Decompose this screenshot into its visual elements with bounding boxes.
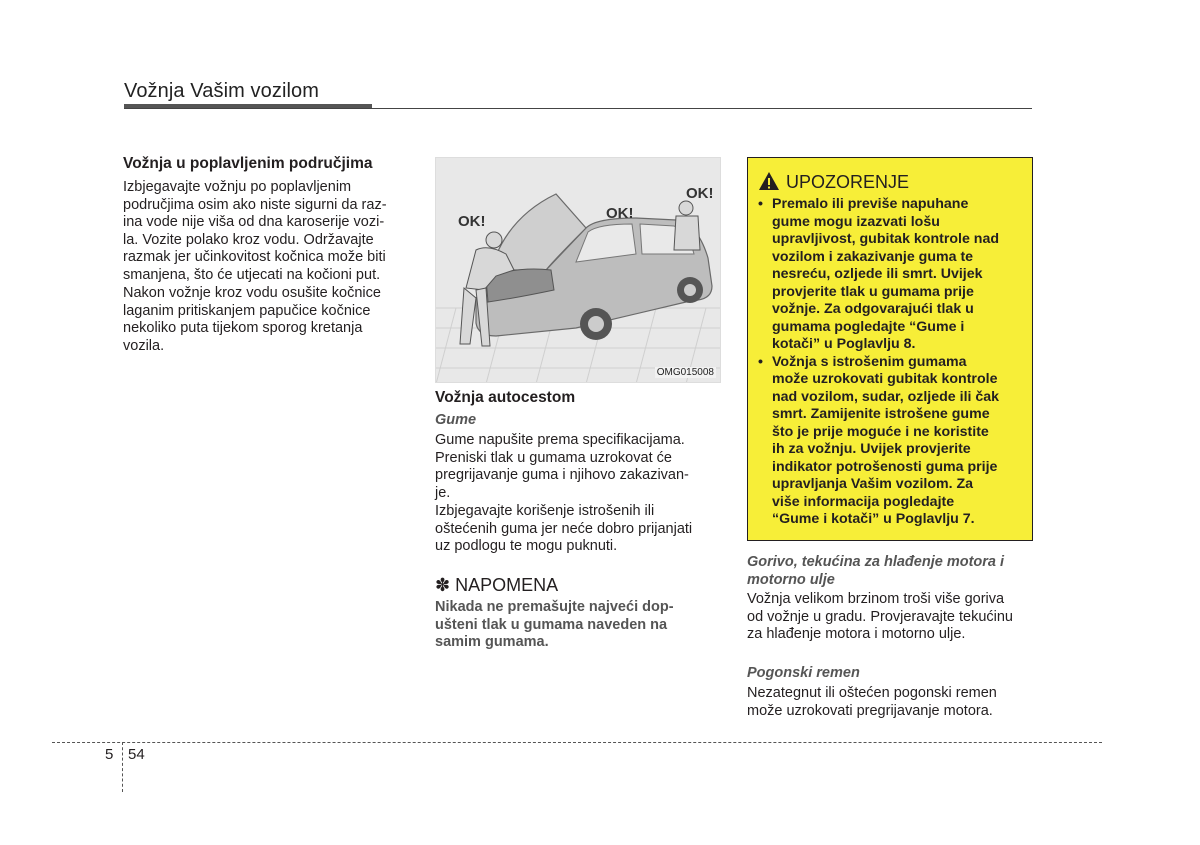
text-line: razmak jer učinkovitost kočnica može biti [123, 249, 386, 266]
page-header-title: Vožnja Vašim vozilom [124, 80, 320, 102]
text-line: upravljanja Vašim vozilom. Za [772, 476, 974, 492]
warning-title: UPOZORENJE [786, 172, 910, 192]
text-line: motorno ulje [747, 572, 835, 588]
text-line: nesreću, ozljede ili smrt. Uvijek [772, 266, 983, 282]
text-line: vožnje. Za odgovarajući tlak u [772, 301, 974, 317]
text-line: za hlađenje motora i motorno ulje. [747, 626, 966, 643]
text-line: nekoliko puta tijekom sporog kretanja [123, 320, 363, 337]
text-line: Nikada ne premašujte najveći dop- [435, 599, 674, 615]
text-line: upravljivost, gubitak kontrole nad [772, 231, 1000, 247]
ok-label-3: OK! [686, 185, 714, 202]
text-line: može uzrokovati gubitak kontrole [772, 371, 998, 387]
note-title: NAPOMENA [455, 575, 559, 595]
paragraph-fuel [747, 591, 1037, 644]
warning-triangle-icon [758, 171, 780, 191]
footer-divider [122, 742, 123, 792]
text-line: ušteni tlak u gumama naveden na [435, 616, 668, 633]
text-line: područjima osim ako niste sigurni da raz- [123, 196, 387, 213]
subheading-tyres: Gume [435, 412, 477, 428]
subheading-fuel-coolant-oil [747, 553, 1037, 589]
paragraph-tyres-1 [435, 432, 725, 502]
bullet: • [758, 196, 763, 212]
figure-code: OMG015008 [656, 367, 714, 378]
warning-item [756, 196, 1028, 354]
text-line: kotači” u Poglavlju 8. [772, 336, 916, 352]
text-line: smrt. Zamijenite istrošene gume [772, 406, 990, 422]
note-heading [435, 575, 725, 596]
bullet: • [758, 353, 763, 370]
section-heading-flooded-areas: Vožnja u poplavljenim područjima [123, 155, 373, 172]
note-body [435, 599, 725, 652]
paragraph-flooded-1 [123, 179, 413, 285]
text-line: Vožnja velikom brzinom troši više goriva [747, 591, 1005, 607]
text-line: od vožnje u gradu. Provjeravajte tekućinu [747, 608, 1013, 625]
chapter-number: 5 [105, 746, 114, 763]
text-line: laganim pritiskanjem papučice kočnice [123, 302, 371, 319]
paragraph-drive-belt [747, 685, 1037, 720]
warning-box [747, 157, 1033, 541]
footer-rule [52, 742, 1102, 743]
note-symbol-icon: ✽ [435, 575, 451, 595]
text-line: ina vode nije viša od dna karoserije vozi- [123, 214, 385, 231]
text-line: Premalo ili previše napuhane [772, 196, 969, 212]
text-line: nad vozilom, sudar, ozljede ili čak [772, 388, 1000, 405]
car-illustration [436, 158, 721, 383]
text-line: može uzrokovati pregrijavanje motora. [747, 702, 993, 719]
text-line: indikator potrošenosti guma prije [772, 458, 998, 475]
text-line: oštećenih guma jer neće dobro prijanjati [435, 520, 693, 537]
text-line: vozila. [123, 337, 165, 354]
text-line: Gume napušite prema specifikacijama. [435, 432, 685, 448]
warning-list [756, 196, 1028, 529]
text-line: Vožnja s istrošenim gumama [772, 353, 967, 370]
text-line: Izbjegavajte korišenje istrošenih ili [435, 503, 655, 519]
warning-item [756, 354, 1028, 529]
ok-label-2: OK! [606, 205, 634, 222]
text-line: smanjena, što će utjecati na kočioni put. [123, 266, 381, 283]
text-line: “Gume i kotači” u Poglavlju 7. [772, 511, 975, 527]
text-line: Izbjegavajte vožnju po poplavljenim [123, 179, 352, 195]
text-line: vozilom i zakazivanje guma te [772, 248, 974, 265]
text-line: samim gumama. [435, 634, 549, 651]
subheading-drive-belt: Pogonski remen [747, 665, 860, 681]
text-line: uz podlogu te mogu puknuti. [435, 538, 618, 555]
text-line: gume mogu izazvati lošu [772, 213, 940, 230]
text-line: Nakon vožnje kroz vodu osušite kočnice [123, 285, 381, 301]
text-line: što je prije moguće i ne koristite [772, 423, 989, 440]
paragraph-flooded-2 [123, 285, 413, 355]
ok-label-1: OK! [458, 213, 486, 230]
text-line: ih za vožnju. Uvijek provjerite [772, 441, 971, 457]
text-line: pregrijavanje guma i njihovo zakazivan- [435, 467, 689, 484]
header-rule [124, 108, 1032, 109]
paragraph-tyres-2 [435, 503, 725, 556]
text-line: provjerite tlak u gumama prije [772, 283, 974, 300]
text-line: više informacija pogledajte [772, 493, 955, 510]
text-line: Preniski tlak u gumama uzrokovat će [435, 449, 672, 466]
page-number: 54 [128, 746, 145, 763]
illustration-car-check [435, 157, 721, 383]
section-heading-highway: Vožnja autocestom [435, 389, 576, 406]
text-line: Gorivo, tekućina za hlađenje motora i [747, 554, 1005, 570]
text-line: gumama pogledajte “Gume i [772, 318, 965, 335]
text-line: Nezategnut ili oštećen pogonski remen [747, 685, 997, 701]
text-line: la. Vozite polako kroz vodu. Održavajte [123, 231, 374, 248]
text-line: je. [435, 484, 451, 501]
